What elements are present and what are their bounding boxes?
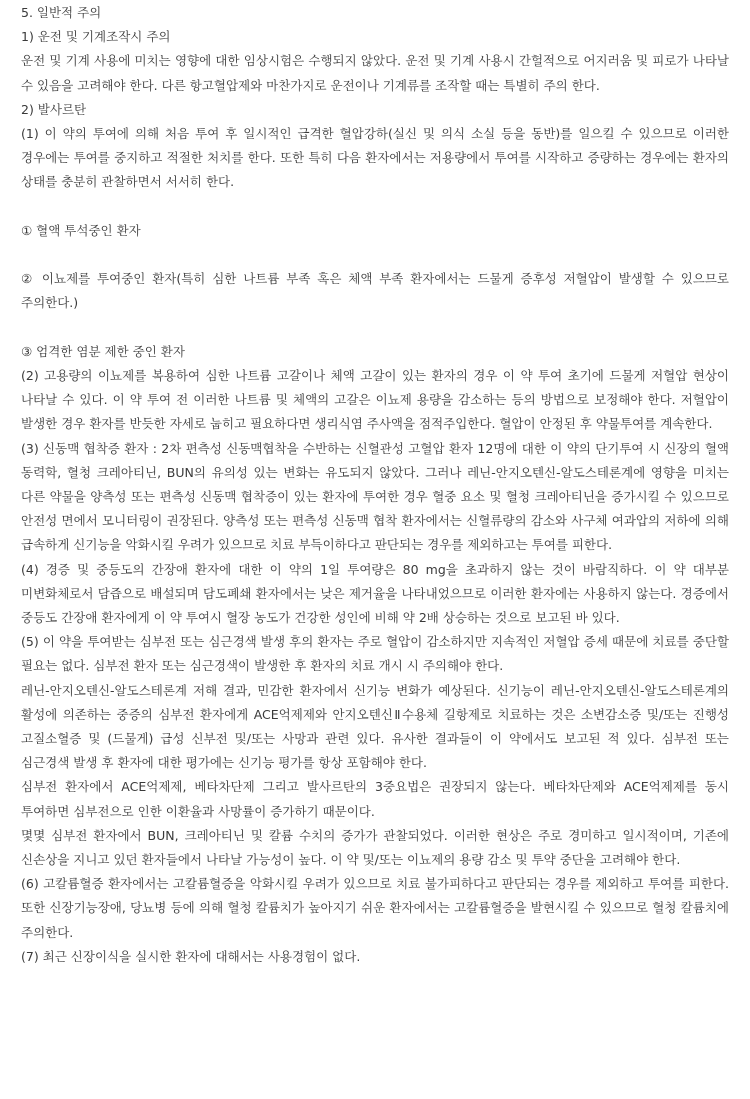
subsection-title-valsartan: 2) 발사르탄 <box>21 101 87 117</box>
paragraph-1: (1) 이 약의 투여에 의해 처음 투여 후 일시적인 급격한 혈압강하(실신 및 의식 소실 등을 동반)를 일으킬 수 있으므로 이러한 경우에는 투여를 중지하고 적절한 처치를 한다. 또한 특히 다음 환자에서는 저용량에서 투여를 시작하고 증량하는 경우에는 환자의 상태를 충분히 관찰하면서 서서히 한다. <box>21 126 729 190</box>
blank-line <box>21 195 729 219</box>
section-title: 5. 일반적 주의 <box>21 5 102 20</box>
subsection-title-driving: 1) 운전 및 기계조작시 주의 <box>21 29 171 45</box>
paragraph-driving: 운전 및 기계 사용에 미치는 영향에 대한 임상시험은 수행되지 않았다. 운전 및 기계 사용시 간헐적으로 어지러움 및 피로가 나타날 수 있음을 고려해야 한다. 다른 항고혈압제와 마찬가지로 운전이나 기계류를 조작할 때는 특별히 주의 한다. <box>21 53 729 93</box>
paragraph-5-triple-therapy: 심부전 환자에서 ACE억제제, 베타차단제 그리고 발사르탄의 3중요법은 권장되지 않는다. 베타차단제와 ACE억제제를 동시 투여하면 심부전으로 인한 이환율과 사망률이 증가하기 때문이다. <box>21 779 729 819</box>
blank-line <box>21 243 729 267</box>
paragraph-2: (2) 고용량의 이뇨제를 복용하여 심한 나트륨 고갈이나 체액 고갈이 있는 환자의 경우 이 약 투여 초기에 드물게 저혈압 현상이 나타날 수 있다. 이 약 투여 전 이러한 나트륨 및 체액의 고갈은 이뇨제 용량을 감소하는 등의 방법으로 보정해야 한다. 저혈압이 발생한 경우 환자를 반듯한 자세로 눕히고 필요하다면 생리식염 주사액을 점적주입한다. 혈압이 안정된 후 약물투여를 계속한다. <box>21 368 729 432</box>
paragraph-5: (5) 이 약을 투여받는 심부전 또는 심근경색 발생 후의 환자는 주로 혈압이 감소하지만 지속적인 저혈압 증세 때문에 치료를 중단할 필요는 없다. 심부전 환자 또는 심근경색이 발생한 후 환자의 치료 개시 시 주의해야 한다. <box>21 634 729 674</box>
paragraph-4: (4) 경증 및 중등도의 간장애 환자에 대한 이 약의 1일 투여량은 80 mg을 초과하지 않는 것이 바람직하다. 이 약 대부분 미변화체로서 담즙으로 배설되며 담도폐쇄 환자에서는 낮은 제거율을 나타내었으므로 이러한 환자에는 사용하지 않는다. 경증에서 중등도 간장애 환자에게 이 약 투여시 혈장 농도가 건강한 성인에 비해 약 2배 상승하는 것으로 보고된 바 있다. <box>21 561 729 626</box>
paragraph-7: (7) 최근 신장이식을 실시한 환자에 대해서는 사용경험이 없다. <box>21 948 361 964</box>
paragraph-5-lab-values: 몇몇 심부전 환자에서 BUN, 크레아티닌 및 칼륨 수치의 증가가 관찰되었다. 이러한 현상은 주로 경미하고 일시적이며, 기존에 신손상을 지니고 있던 환자들에서 나타날 가능성이 높다. 이 약 및/또는 이뇨제의 용량 감소 및 투약 중단을 고려해야 한다. <box>21 827 729 868</box>
list-item-3: ③ 엄격한 염분 제한 중인 환자 <box>21 343 185 359</box>
paragraph-6: (6) 고칼륨혈증 환자에서는 고칼륨혈증을 악화시킬 우려가 있으므로 치료 불가피하다고 판단되는 경우를 제외하고 투여를 피한다. 또한 신장기능장애, 당뇨병 등에 의해 혈청 칼륨치가 높아지기 쉬운 환자에서는 고칼륨혈증을 발현시킬 수 있으므로 혈청 칼륨치에 주의한다. <box>21 876 729 940</box>
paragraph-5-renin: 레닌-안지오텐신-알도스테론계 저해 결과, 민감한 환자에서 신기능 변화가 예상된다. 신기능이 레닌-안지오텐신-알도스테론계의 활성에 의존하는 중증의 심부전 환자에게 ACE억제제와 안지오텐신Ⅱ수용체 길항제로 치료하는 것은 소변감소증 및/또는 진행성 고질소혈증 및 (드물게) 급성 신부전 및/또는 사망과 관련 있다. 유사한 결과들이 이 약에서도 보고된 적 있다. 심부전 또는 심근경색 발생 후 환자에 대한 평가에는 신기능 평가를 항상 포함해야 한다. <box>21 682 729 771</box>
paragraph-3: (3) 신동맥 협착증 환자 : 2차 편측성 신동맥협착을 수반하는 신혈관성 고혈압 환자 12명에 대한 이 약의 단기투여 시 신장의 혈액 동력학, 혈청 크레아티닌, BUN의 유의성 있는 변화는 유도되지 않았다. 그러나 레닌-안지오텐신-알도스테론계에 영향을 미치는 다른 약물을 양측성 또는 편측성 신동맥 협착증이 있는 환자에 투여한 경우 혈중 요소 및 혈청 크레아티닌을 증가시킬 수 있으므로 안전성 면에서 모니터링이 권장된다. 양측성 또는 편측성 신동맥 협착 환자에서는 신혈류량의 감소와 사구체 여과압의 저하에 의해 급속하게 신기능을 악화시킬 우려가 있으므로 치료 부득이하다고 판단되는 경우를 제외하고는 투여를 피한다. <box>21 440 729 553</box>
list-item-1: ① 혈액 투석중인 환자 <box>21 222 141 238</box>
blank-line <box>21 316 729 340</box>
list-item-2: ② 이뇨제를 투여중인 환자(특히 심한 나트륨 부족 혹은 체액 부족 환자에서는 드물게 증후성 저혈압이 발생할 수 있으므로 주의한다.) <box>21 271 729 311</box>
